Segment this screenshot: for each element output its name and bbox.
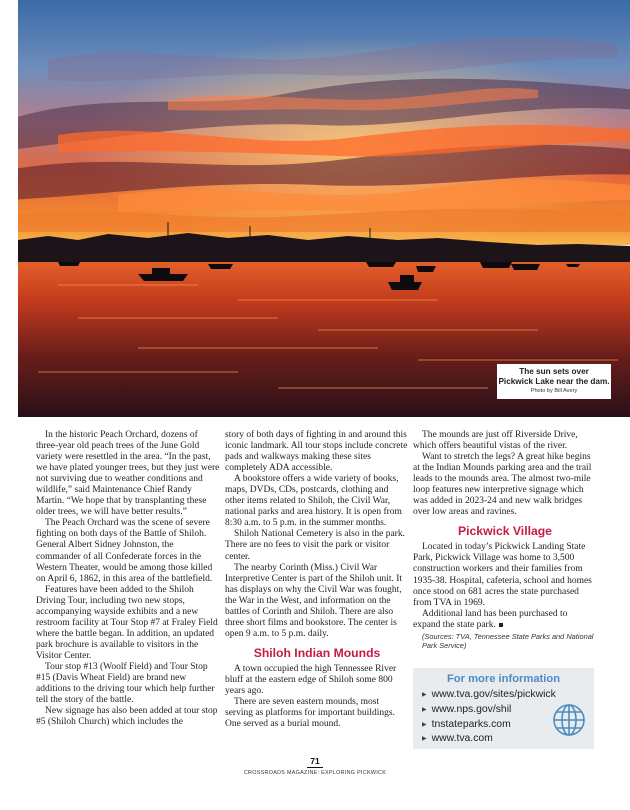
article-column-2 bbox=[225, 430, 409, 730]
paragraph-text: Additional land has been purchased to expand the state park. bbox=[413, 608, 568, 630]
arrow-right-icon: ▶ bbox=[422, 692, 427, 698]
paragraph: Tour stop #13 (Woolf Field) and Tour Stop #15 (Davis Wheat Field) are brand new additions to the driving tour which help further tell the story of the battle. bbox=[36, 661, 215, 706]
photo-caption bbox=[497, 364, 611, 399]
more-info-box bbox=[413, 668, 594, 749]
paragraph: The Peach Orchard was the scene of severe fighting on both days of the Battle of Shiloh. General Albert Sidney Johnston, the commander of all Confederate forces in the Western Theater, would be among those killed on April 6, 1862, in this area of the battlefield. bbox=[36, 518, 213, 584]
article-column-3 bbox=[413, 430, 597, 651]
caption-line-1: The sun sets over bbox=[519, 367, 589, 376]
paragraph: Features have been added to the Shiloh Driving Tour, including two new stops, accompanying wayside exhibits and a new restroom facility at Tour Stop #7 at Fraley Field where the battle began. In addition, an updated park brochure is available to visitors in the Visitor Center. bbox=[36, 584, 218, 661]
info-link-tnstateparks[interactable] bbox=[422, 718, 556, 733]
info-link-text: www.tva.com bbox=[431, 733, 493, 745]
end-mark-icon bbox=[499, 623, 503, 627]
paragraph: Shiloh National Cemetery is also in the park. There are no fees to visit the park or visitor center. bbox=[225, 529, 405, 562]
page-number-text: 71 bbox=[310, 756, 320, 766]
magazine-footer: CROSSROADS MAGAZINE: EXPLORING PICKWICK bbox=[243, 770, 387, 776]
page-number bbox=[0, 756, 630, 768]
arrow-right-icon: ▶ bbox=[422, 706, 427, 713]
paragraph: A bookstore offers a wide variety of books, maps, DVDs, CDs, postcards, clothing and other items related to Shiloh, the Civil War, national parks and area history. It is open from 8:30 a.m. to 5 p.m. in the summer months. bbox=[225, 474, 402, 529]
caption-line-2: Pickwick Lake near the dam. bbox=[498, 377, 610, 386]
paragraph-last bbox=[413, 609, 597, 631]
paragraph: story of both days of fighting in and around this iconic landmark. All tour stops include concrete pads and walkways making these sites completely ADA accessible. bbox=[225, 430, 408, 474]
sources-note: (Sources: TVA, Tennessee State Parks and National Park Service) bbox=[422, 631, 594, 651]
arrow-right-icon: ▶ bbox=[422, 736, 427, 743]
paragraph: The nearby Corinth (Miss.) Civil War Interpretive Center is part of the Shiloh unit. It has displays on why the Civil War was fought, the War in the West, and information on the battles of Corinth and Shiloh. There are also three short films and bookstore. The center is open 9 a.m. to 5 p.m. daily. bbox=[225, 562, 403, 639]
paragraph: Want to stretch the legs? A great hike begins at the Indian Mounds parking area and the trail leads to the mounds area. The almost two-mile loop features new interpretive signage which was added in 2023-24 and new walk bridges over low areas and ravines. bbox=[413, 452, 592, 518]
paragraph: There are seven eastern mounds, most serving as platforms for important buildings. One served as a burial mound. bbox=[225, 697, 395, 730]
arrow-right-icon: ▶ bbox=[422, 721, 427, 728]
paragraph: New signage has also been added at tour stop #5 (Shiloh Church) which includes the bbox=[36, 706, 218, 728]
subhead-pickwick-village: Pickwick Village bbox=[458, 524, 552, 539]
paragraph: In the historic Peach Orchard, dozens of three-year old peach trees of the June Gold variety were resettled in the area. “In the past, we have plated younger trees, but they just were not surviving due to weather conditions and wildlife,” said Maintenance Chief Randy Martin. “We hope that by transplanting these older trees, we will have better results.” bbox=[36, 430, 220, 518]
article-column-1 bbox=[36, 430, 220, 728]
paragraph: The mounds are just off Riverside Drive, which offers beautiful vistas of the river. bbox=[413, 430, 578, 452]
info-link-nps-shiloh[interactable] bbox=[422, 703, 556, 718]
paragraph: Located in today’s Pickwick Landing State Park, Pickwick Village was home to 3,500 construction workers and their families from 1935-38. Hospital, cafeteria, school and homes once stood on 681 acres the state purchased from TVA in 1969. bbox=[413, 542, 592, 608]
photo-credit: Photo by Bill Avery bbox=[530, 388, 578, 394]
info-link-tva-pickwick[interactable] bbox=[422, 688, 556, 703]
subhead-shiloh-indian-mounds: Shiloh Indian Mounds bbox=[253, 645, 381, 660]
info-links-list bbox=[422, 688, 556, 747]
info-link-tva[interactable] bbox=[422, 732, 556, 747]
info-link-text: www.nps.gov/shil bbox=[431, 703, 512, 715]
globe-icon bbox=[551, 702, 587, 738]
info-box-title: For more information bbox=[446, 673, 561, 685]
sunset-lake-image bbox=[18, 0, 630, 417]
info-link-text: tnstateparks.com bbox=[431, 718, 511, 730]
info-link-text: www.tva.gov/sites/pickwick bbox=[431, 689, 556, 700]
sunset-photo bbox=[18, 0, 630, 417]
page-number-rule bbox=[307, 767, 323, 768]
paragraph: A town occupied the high Tennessee River bluff at the eastern edge of Shiloh some 800 years ago. bbox=[225, 663, 397, 696]
